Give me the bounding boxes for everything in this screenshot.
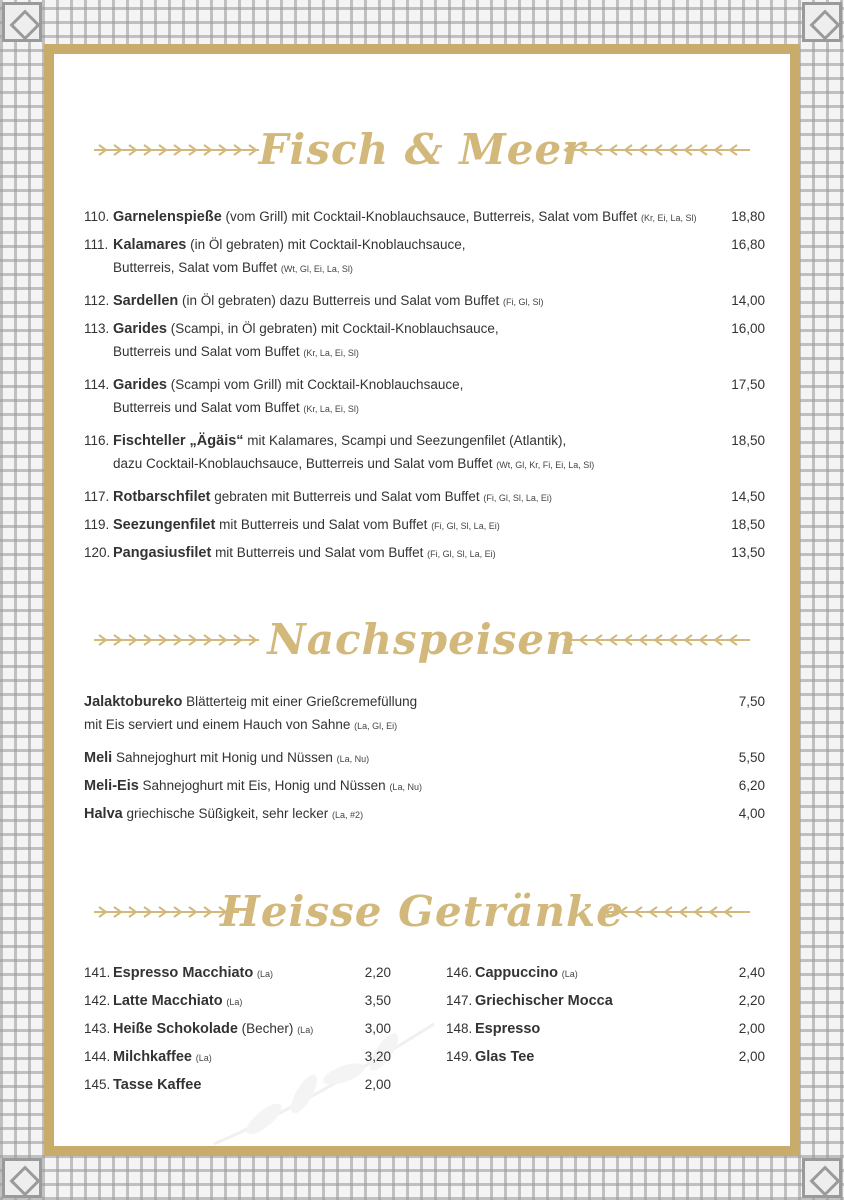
item-name: Kalamares — [113, 237, 187, 253]
menu-item — [84, 542, 765, 590]
item-description: mit Kalamares, Scampi und Seezungenfilet (Atlantik), — [243, 433, 567, 448]
item-allergens: (La) — [297, 1025, 314, 1035]
item-price: 16,80 — [731, 237, 765, 252]
drink-item — [84, 1074, 391, 1098]
item-name: Meli — [84, 750, 113, 766]
item-line — [113, 1046, 212, 1069]
item-allergens: (Kr, Ei, La, Sl) — [640, 213, 697, 223]
menu-item — [84, 234, 765, 282]
section-header-nachspeisen — [54, 610, 790, 670]
item-number: 145. — [84, 1077, 111, 1092]
item-number: 116. — [84, 433, 110, 448]
item-allergens: (La, Nu) — [336, 754, 370, 764]
item-line — [113, 486, 552, 509]
arrow-left-ornament-icon — [560, 632, 750, 648]
item-line — [84, 803, 363, 826]
item-name: Halva — [84, 806, 123, 822]
item-description: (in Öl gebraten) dazu Butterreis und Salat vom Buffet — [178, 293, 503, 308]
item-line — [113, 290, 543, 313]
item-description: mit Butterreis und Salat vom Buffet — [215, 517, 432, 532]
item-allergens: (Fi, Gl, Sl) — [502, 297, 544, 307]
item-description: griechische Süßigkeit, sehr lecker — [122, 806, 333, 821]
item-name: Heiße Schokolade — [113, 1021, 238, 1037]
item-number: 146. — [446, 965, 473, 980]
item-description: (Scampi, in Öl gebraten) mit Cocktail-Knoblauchsauce, — [167, 321, 499, 336]
item-number: 149. — [446, 1049, 473, 1064]
dessert-item — [84, 691, 765, 739]
item-price: 18,80 — [731, 209, 765, 224]
border-corner-bl — [2, 1158, 42, 1198]
gold-frame — [44, 44, 800, 1156]
item-price: 3,00 — [364, 1021, 391, 1036]
item-price: 3,50 — [364, 993, 391, 1008]
item-description: Blätterteig mit einer Grießcremefüllung — [182, 694, 418, 709]
item-allergens: (La) — [226, 997, 243, 1007]
item-name: Garides — [113, 321, 167, 337]
item-price: 4,00 — [738, 806, 765, 821]
arrow-left-ornament-icon — [560, 142, 750, 158]
item-allergens: (Fi, Gl, Sl, La, Ei) — [431, 521, 500, 531]
item-price: 3,20 — [364, 1049, 391, 1064]
item-allergens-2: (Wt, Gl, Ei, La, Sl) — [280, 264, 353, 274]
item-line — [475, 990, 613, 1013]
item-number: 110. — [84, 209, 110, 224]
item-line — [113, 430, 566, 453]
item-allergens: (La, Nu) — [389, 782, 422, 792]
item-number: 114. — [84, 377, 110, 392]
item-name: Garides — [113, 377, 167, 393]
section-title: Nachspeisen — [267, 615, 577, 664]
item-name: Fischteller „Ägäis“ — [113, 433, 244, 449]
section-title: Fisch & Meer — [258, 125, 586, 174]
menu-item — [84, 430, 765, 478]
item-line — [475, 962, 578, 985]
item-price: 5,50 — [738, 750, 765, 765]
item-price: 2,20 — [364, 965, 391, 980]
dessert-item — [84, 803, 765, 851]
drink-item — [84, 962, 391, 986]
item-name: Espresso — [475, 1021, 541, 1037]
item-name: Latte Macchiato — [113, 993, 223, 1009]
item-line — [113, 318, 499, 341]
item-line-2 — [113, 257, 353, 280]
item-allergens: (La) — [257, 969, 274, 979]
item-line — [113, 542, 496, 565]
item-price: 18,50 — [731, 517, 765, 532]
item-name: Pangasiusfilet — [113, 545, 212, 561]
item-number: 112. — [84, 293, 110, 308]
section-title: Heisse Getränke — [220, 887, 624, 936]
item-price: 2,00 — [364, 1077, 391, 1092]
item-price: 6,20 — [738, 778, 765, 793]
item-allergens: (Fi, Gl, Sl, La, Ei) — [427, 549, 496, 559]
item-description: Sahnejoghurt mit Honig und Nüssen — [112, 750, 337, 765]
item-line — [475, 1046, 534, 1069]
item-description: gebraten mit Butterreis und Salat vom Buffet — [210, 489, 484, 504]
section-header-getraenke — [54, 882, 790, 942]
item-description: (in Öl gebraten) mit Cocktail-Knoblauchsauce, — [186, 237, 466, 252]
item-number: 119. — [84, 517, 110, 532]
item-name: Seezungenfilet — [113, 517, 216, 533]
item-description: (vom Grill) mit Cocktail-Knoblauchsauce, Butterreis, Salat vom Buffet — [221, 209, 641, 224]
item-allergens-2: (Kr, La, Ei, Sl) — [303, 348, 359, 358]
item-name: Tasse Kaffee — [113, 1077, 202, 1093]
item-allergens: (La) — [195, 1053, 212, 1063]
item-price: 17,50 — [731, 377, 765, 392]
item-price: 14,00 — [731, 293, 765, 308]
section-header-fisch — [54, 120, 790, 180]
item-allergens: (La) — [561, 969, 578, 979]
item-price: 14,50 — [731, 489, 765, 504]
item-line-2 — [84, 714, 397, 737]
item-number: 144. — [84, 1049, 111, 1064]
item-line — [113, 962, 273, 985]
item-name: Meli-Eis — [84, 778, 139, 794]
item-number: 117. — [84, 489, 110, 504]
border-corner-tr — [802, 2, 842, 42]
item-name: Jalaktobureko — [84, 694, 183, 710]
border-corner-br — [802, 1158, 842, 1198]
item-price: 2,20 — [738, 993, 765, 1008]
item-description-2: mit Eis serviert und einem Hauch von Sahne — [84, 717, 355, 732]
item-description: Sahnejoghurt mit Eis, Honig und Nüssen — [138, 778, 390, 793]
item-price: 2,40 — [738, 965, 765, 980]
item-name: Milchkaffee — [113, 1049, 192, 1065]
item-line — [84, 747, 369, 770]
item-allergens: (Fi, Gl, Sl, La, Ei) — [483, 493, 552, 503]
item-name: Espresso Macchiato — [113, 965, 254, 981]
item-number: 120. — [84, 545, 111, 560]
item-line — [113, 234, 466, 257]
item-price: 18,50 — [731, 433, 765, 448]
item-line — [84, 775, 422, 798]
item-description-2: dazu Cocktail-Knoblauchsauce, Butterreis und Salat vom Buffet — [113, 456, 497, 471]
item-number: 113. — [84, 321, 110, 336]
drink-item — [446, 1046, 765, 1070]
drink-item — [446, 990, 765, 1014]
drink-item — [84, 1046, 391, 1070]
item-name: Cappuccino — [475, 965, 558, 981]
item-line-2 — [113, 341, 359, 364]
item-allergens-2: (La, Gl, Ei) — [354, 721, 398, 731]
item-number: 111. — [84, 237, 109, 252]
item-name: Griechischer Mocca — [475, 993, 613, 1009]
item-description-2: Butterreis und Salat vom Buffet — [113, 344, 304, 359]
border-corner-tl — [2, 2, 42, 42]
menu-item — [84, 374, 765, 422]
item-number: 147. — [446, 993, 473, 1008]
item-name: Rotbarschfilet — [113, 489, 211, 505]
item-line — [113, 990, 242, 1013]
item-line-2 — [113, 453, 594, 476]
item-line — [113, 1018, 313, 1041]
item-line — [113, 206, 696, 229]
item-number: 141. — [84, 965, 111, 980]
item-line — [113, 1074, 201, 1097]
item-description: (Scampi vom Grill) mit Cocktail-Knoblauchsauce, — [167, 377, 464, 392]
item-allergens: (La, #2) — [332, 810, 364, 820]
item-line — [113, 514, 500, 537]
item-description-2: Butterreis und Salat vom Buffet — [113, 400, 304, 415]
item-name: Sardellen — [113, 293, 179, 309]
menu-page — [54, 54, 790, 1146]
arrow-left-ornament-icon — [600, 904, 750, 920]
menu-item — [84, 318, 765, 366]
item-allergens-2: (Kr, La, Ei, Sl) — [303, 404, 359, 414]
item-line — [113, 374, 463, 397]
item-price: 2,00 — [738, 1021, 765, 1036]
item-price: 13,50 — [731, 545, 765, 560]
item-price: 2,00 — [738, 1049, 765, 1064]
item-description-2: Butterreis, Salat vom Buffet — [113, 260, 281, 275]
drink-item — [84, 990, 391, 1014]
item-name: Glas Tee — [475, 1049, 535, 1065]
drink-item — [446, 962, 765, 986]
item-price: 7,50 — [738, 694, 765, 709]
item-name: Garnelenspieße — [113, 209, 222, 225]
item-line — [84, 691, 417, 714]
item-line — [475, 1018, 540, 1041]
drink-item — [446, 1018, 765, 1042]
item-number: 143. — [84, 1021, 111, 1036]
item-allergens-2: (Wt, Gl, Kr, Fi, Ei, La, Sl) — [496, 460, 595, 470]
item-line-2 — [113, 397, 359, 420]
item-number: 142. — [84, 993, 111, 1008]
item-number: 148. — [446, 1021, 473, 1036]
item-description: mit Butterreis und Salat vom Buffet — [211, 545, 428, 560]
item-description: (Becher) — [237, 1021, 298, 1036]
item-price: 16,00 — [731, 321, 765, 336]
drink-item — [84, 1018, 391, 1042]
